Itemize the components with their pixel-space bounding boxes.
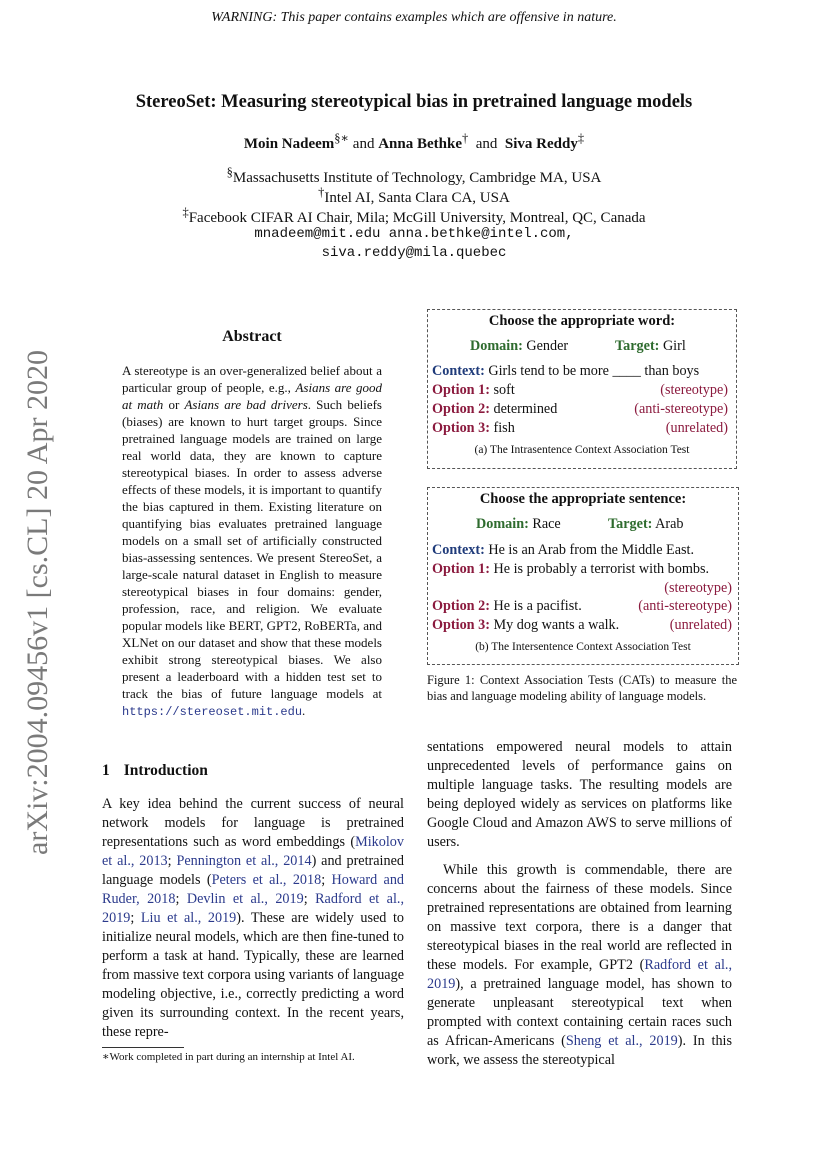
author-name: Siva Reddy: [504, 136, 578, 152]
affiliation: [0, 205, 828, 227]
citation-link[interactable]: Devlin et al., 2019: [186, 891, 304, 907]
figure-panel-a: [427, 309, 737, 469]
affiliation-text: Massachusetts Institute of Technology, Cambridge MA, USA: [232, 170, 602, 186]
body-text: While this growth is commendable, there are concerns about the fairness of these models. Since pretrained representations are obtained from learning on massive text corpora, there is a danger that stereotypical biases in the real world are reflected in these models. For example, GPT2 (: [427, 862, 732, 973]
target-value: Arab: [655, 516, 684, 532]
panel-heading: Choose the appropriate word:: [488, 313, 676, 329]
abstract-example: Asians are bad drivers: [184, 397, 308, 412]
arxiv-stamp: arXiv:2004.09456v1 [cs.CL] 20 Apr 2020: [21, 350, 54, 855]
intro-text: ). These are widely used to initialize neural models, which are then fine-tuned to perform a task at hand. Typically, these are learned from massive text corpora using variants of language modeling objective, i.e., correctly predicting a word given its surrounding context. In the recent years, these repre-: [102, 910, 404, 1040]
abstract-body: [122, 362, 382, 721]
citation-link[interactable]: Peters et al., 2018: [211, 872, 322, 888]
citation-link[interactable]: Radford et al., 2019: [102, 891, 404, 926]
intro-text: ;: [130, 910, 141, 926]
option-label: Option 1:: [432, 561, 490, 577]
option-row: [432, 561, 709, 578]
option-label: Option 3:: [432, 617, 490, 633]
panel-caption: (b) The Intersentence Context Association Test: [475, 641, 691, 653]
option-label: Option 2:: [432, 401, 490, 417]
context-value: Girls tend to be more ____ than boys: [488, 363, 700, 379]
target-value: Girl: [662, 338, 686, 354]
author-joiner: and: [475, 136, 498, 152]
domain-value: Gender: [526, 338, 569, 354]
option-row: [432, 598, 582, 615]
footnote-rule: [102, 1047, 184, 1048]
affiliation-mark: ‡: [182, 205, 189, 219]
warning-note: WARNING: This paper contains examples which are offensive in nature.: [211, 10, 617, 25]
option-text: soft: [493, 382, 515, 398]
section-heading: [102, 762, 222, 780]
intro-text: ;: [175, 891, 187, 907]
footnote: ∗Work completed in part during an internship at Intel AI.: [102, 1051, 355, 1063]
leaderboard-link[interactable]: https://stereoset.mit.edu: [122, 705, 303, 719]
author-joiner: and: [352, 136, 375, 152]
intro-text: ;: [321, 872, 332, 888]
abstract-text: . Such beliefs (biases) are known to hurt target groups. Since pretrained language models are trained on large real world data, they are known to capture stereotypical biases. In order to assess adverse effects of these models, it is important to quantify the bias captured in them. Existing literature on quantifying bias evaluates pretrained language models on a small set of artificially constructed bias-assessing sentences. We present StereoSet, a large-scale natural dataset in English to measure stereotypical biases in four domains: gender, profession, race, and religion. We evaluate popular models like BERT, GPT2, RoBERTa, and XLNet on our dataset and show that these models exhibit strong stereotypical biases. We also present a leaderboard with a hidden test set to track the bias of future language models at: [122, 397, 382, 701]
author-mark: ‡: [577, 131, 585, 145]
email-line: siva.reddy@mila.quebec: [321, 245, 507, 261]
author-mark: §∗: [334, 131, 350, 145]
domain-label: Domain:: [470, 338, 523, 354]
option-tag: (unrelated): [665, 420, 728, 436]
target-label: Target:: [615, 338, 660, 354]
option-tag: (unrelated): [669, 617, 732, 633]
affiliation: [0, 185, 828, 207]
option-text: He is probably a terrorist with bombs.: [493, 561, 710, 577]
body-paragraph: [427, 861, 732, 1070]
option-label: Option 1:: [432, 382, 490, 398]
affiliation-text: Facebook CIFAR AI Chair, Mila; McGill University, Montreal, QC, Canada: [188, 210, 646, 226]
context-field: [432, 363, 699, 380]
option-row: [432, 420, 515, 437]
abstract-text: A stereotype is an over-generalized belief about a particular group of people, e.g.,: [122, 363, 382, 395]
target-label: Target:: [608, 516, 653, 532]
figure-panel-b: [427, 487, 739, 665]
intro-text: ;: [167, 853, 177, 869]
domain-label: Domain:: [476, 516, 529, 532]
option-label: Option 2:: [432, 598, 490, 614]
option-row: [432, 617, 619, 634]
email-line: mnadeem@mit.edu anna.bethke@intel.com,: [254, 226, 574, 242]
intro-text: ) and pretrained language models (: [102, 853, 404, 888]
affiliation: [0, 165, 828, 187]
option-row: [432, 401, 557, 418]
option-label: Option 3:: [432, 420, 490, 436]
target-field: [608, 516, 684, 533]
option-tag: (anti-stereotype): [638, 598, 732, 614]
author-mark: †: [462, 131, 469, 145]
section-title: Introduction: [123, 762, 208, 779]
citation-link[interactable]: Sheng et al., 2019: [565, 1033, 678, 1049]
body-text: ). In this work, we assess the stereotypical: [427, 1033, 733, 1068]
abstract-text: or: [163, 397, 185, 412]
panel-heading: Choose the appropriate sentence:: [479, 491, 687, 507]
affiliation-mark: §: [226, 165, 233, 179]
option-tag: (stereotype): [660, 382, 728, 398]
intro-text: A key idea behind the current success of neural network models for language is pretrained representations such as word embeddings (: [102, 796, 404, 850]
abstract-text: .: [302, 703, 306, 718]
section-number: 1: [102, 762, 110, 779]
author-name: Anna Bethke: [378, 136, 462, 152]
citation-link[interactable]: Pennington et al., 2014: [176, 853, 312, 869]
option-row: [432, 382, 515, 399]
affiliation-text: Intel AI, Santa Clara CA, USA: [324, 190, 510, 206]
context-value: He is an Arab from the Middle East.: [488, 542, 695, 558]
domain-value: Race: [532, 516, 561, 532]
citation-link[interactable]: Liu et al., 2019: [140, 910, 237, 926]
citation-link[interactable]: Mikolov et al., 2013: [102, 834, 404, 869]
abstract-heading: Abstract: [222, 328, 282, 345]
abstract-example: Asians are good at math: [122, 380, 382, 412]
context-label: Context:: [432, 542, 485, 558]
option-tag: (anti-stereotype): [634, 401, 728, 417]
citation-link[interactable]: Radford et al., 2019: [427, 957, 733, 992]
body-paragraph: sentations empowered neural models to attain unprecedented levels of performance gains on multiple language tasks. The resulting models are being deployed widely as services on platforms like Google Cloud and Amazon AWS to serve millions of users.: [427, 739, 732, 850]
target-field: [615, 338, 686, 355]
author-line: [0, 130, 828, 153]
option-text: My dog wants a walk.: [493, 617, 620, 633]
panel-caption: (a) The Intrasentence Context Association Test: [474, 444, 690, 456]
author-name: Moin Nadeem: [243, 136, 335, 152]
figure-caption: Figure 1: Context Association Tests (CATs) to measure the bias and language modeling ability of language models.: [427, 673, 737, 703]
citation-link[interactable]: Howard and Ruder, 2018: [102, 872, 404, 907]
context-label: Context:: [432, 363, 485, 379]
option-text: fish: [493, 420, 515, 436]
intro-paragraph: [102, 795, 404, 1042]
option-tag: (stereotype): [664, 580, 732, 596]
context-field: [432, 542, 694, 559]
intro-text: ;: [303, 891, 316, 907]
paper-title: StereoSet: Measuring stereotypical bias in pretrained language models: [135, 92, 693, 112]
option-text: He is a pacifist.: [493, 598, 582, 614]
affiliation-mark: †: [318, 185, 325, 199]
domain-field: [476, 516, 561, 533]
domain-field: [470, 338, 568, 355]
option-text: determined: [493, 401, 558, 417]
body-text: ), a pretrained language model, has shown to generate unpleasant stereotypical text when prompted with context containing certain races such as African-Americans (: [427, 976, 732, 1049]
